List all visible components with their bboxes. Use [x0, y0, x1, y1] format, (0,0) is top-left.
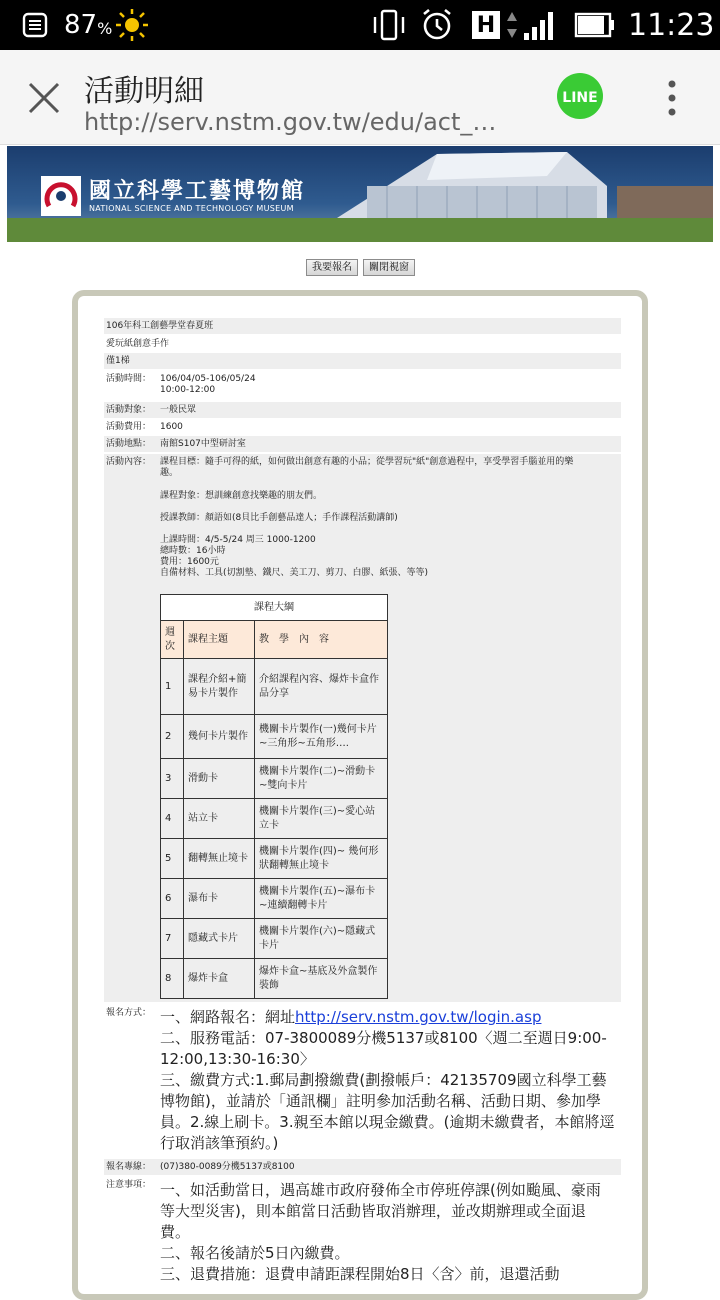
data-arrows-icon	[506, 0, 518, 50]
fee-value: 1600	[160, 422, 183, 432]
content-label: 活動內容：	[106, 457, 152, 467]
content-schedule: 上課時間：4/5-5/24 周三 1000-1200 總時數：16小時 費用：1600元 自備材料、工具(切割墊、鐵尺、美工刀、剪刀、白膠、紙張、等等)	[160, 535, 429, 578]
target-label: 活動對象：	[106, 405, 152, 415]
alarm-icon	[420, 0, 454, 50]
content-goal: 課程目標：隨手可得的紙，如何做出創意有趣的小品；從學習玩"紙"創意過程中，享受學習手腦並用的樂 趣。	[160, 457, 574, 478]
time-value-hours: 10:00-12:00	[160, 385, 216, 395]
museum-banner	[7, 146, 713, 242]
vibrate-icon	[370, 0, 408, 50]
content-teacher: 授課教師：顏語如(8貝比手創藝品達人；手作課程活動講師)	[160, 513, 398, 523]
close-tab-icon[interactable]	[24, 78, 64, 118]
page-url[interactable]: http://serv.nstm.gov.tw/edu/act_…	[84, 108, 497, 136]
activity-subtitle-row	[104, 336, 621, 352]
course-outline-table	[160, 594, 388, 999]
network-type-badge: H	[472, 0, 500, 50]
notes-text: 一、如活動當日，遇高雄市政府發佈全市停班停課(例如颱風、豪雨等大型災害)，則本館當日活動皆取消辦理，並改期辦理或全面退費。 二、報名後請於5日內繳費。 三、退費措施：退費申請距課程開始8日〈含〉前，退還活動	[160, 1181, 601, 1283]
content-audience: 課程對象：想訓練創意找樂趣的朋友們。	[160, 491, 323, 501]
remaining-sessions: 僅1梯	[106, 356, 130, 366]
table-row: 5 翻轉無止境卡 機關卡片製作(四)~ 幾何形狀翻轉無止境卡	[161, 839, 388, 879]
battery-icon	[574, 0, 616, 50]
status-bar	[0, 0, 720, 50]
hotline-row	[104, 1159, 621, 1175]
clock: 11:23	[628, 7, 715, 43]
hotline-label: 報名專線：	[106, 1162, 152, 1172]
col-week: 週次	[161, 621, 184, 659]
outline-title: 課程大綱	[161, 595, 388, 621]
activity-subtitle: 愛玩紙創意手作	[106, 339, 170, 349]
registration-methods: 一、網路報名：網址http://serv.nstm.gov.tw/login.asp 二、服務電話：07-3800089分機5137或8100〈週二至週日9:00-12:00,13:30-16:30〉 三、繳費方式:1.郵局劃撥繳費(劃撥帳戶：42135709國立科學工藝博物館)，並請於「通訊欄」註明參加活動名稱、活動日期、參加學員。2.線上刷卡。3.親至本館以現金繳費。(逾期未繳費者，本館將逕行取消該筆預約。)	[160, 1008, 615, 1152]
target-row	[104, 402, 621, 418]
table-row: 8 爆炸卡盒 爆炸卡盒~基底及外盒製作裝飾	[161, 959, 388, 999]
location-row	[104, 436, 621, 452]
table-row: 2 幾何卡片製作 機關卡片製作(一)幾何卡片~三角形~五角形….	[161, 715, 388, 759]
table-row: 1 課程介紹+簡易卡片製作 介紹課程內容、爆炸卡盒作品分享	[161, 659, 388, 715]
location-value: 南館S107中型研討室	[160, 439, 246, 449]
more-options-icon[interactable]	[660, 78, 684, 118]
page-title: 活動明細	[84, 74, 204, 109]
fee-label: 活動費用：	[106, 422, 152, 432]
battery-percent: 87 %	[64, 10, 113, 40]
fee-row	[104, 419, 621, 435]
notification-icon	[22, 0, 48, 50]
sun-icon	[114, 0, 150, 50]
time-row	[104, 371, 621, 399]
target-value: 一般民眾	[160, 405, 197, 415]
time-label: 活動時間：	[106, 374, 152, 384]
close-window-button[interactable]: 關閉視窗	[363, 259, 415, 276]
museum-english-name: NATIONAL SCIENCE AND TECHNOLOGY MUSEUM	[89, 204, 294, 213]
activity-name-row	[104, 318, 621, 334]
hotline-value: (07)380-0089分機5137或8100	[160, 1162, 295, 1172]
line-label: LINE	[562, 90, 598, 106]
col-topic: 課程主題	[184, 621, 255, 659]
line-share-button[interactable]	[556, 72, 604, 120]
table-row: 4 站立卡 機關卡片製作(三)~愛心站立卡	[161, 799, 388, 839]
museum-logo	[41, 176, 81, 216]
signal-icon	[522, 0, 558, 50]
registration-label: 報名方式：	[106, 1008, 152, 1018]
notes-label: 注意事項：	[106, 1180, 152, 1190]
table-row: 6 瀑布卡 機關卡片製作(五)~瀑布卡~連續翻轉卡片	[161, 879, 388, 919]
browser-toolbar	[0, 50, 720, 145]
time-value-date: 106/04/05-106/05/24	[160, 374, 256, 384]
museum-name: 國立科學工藝博物館	[89, 179, 306, 204]
login-link[interactable]: http://serv.nstm.gov.tw/login.asp	[295, 1008, 542, 1026]
remaining-row	[104, 353, 621, 369]
table-row: 3 滑動卡 機關卡片製作(二)~滑動卡~雙向卡片	[161, 759, 388, 799]
table-row: 7 隱藏式卡片 機關卡片製作(六)~隱藏式卡片	[161, 919, 388, 959]
location-label: 活動地點：	[106, 439, 152, 449]
register-button[interactable]: 我要報名	[306, 259, 358, 276]
activity-name: 106年科工創藝學堂春夏班	[106, 321, 214, 331]
col-content: 教 學 內 容	[255, 621, 388, 659]
